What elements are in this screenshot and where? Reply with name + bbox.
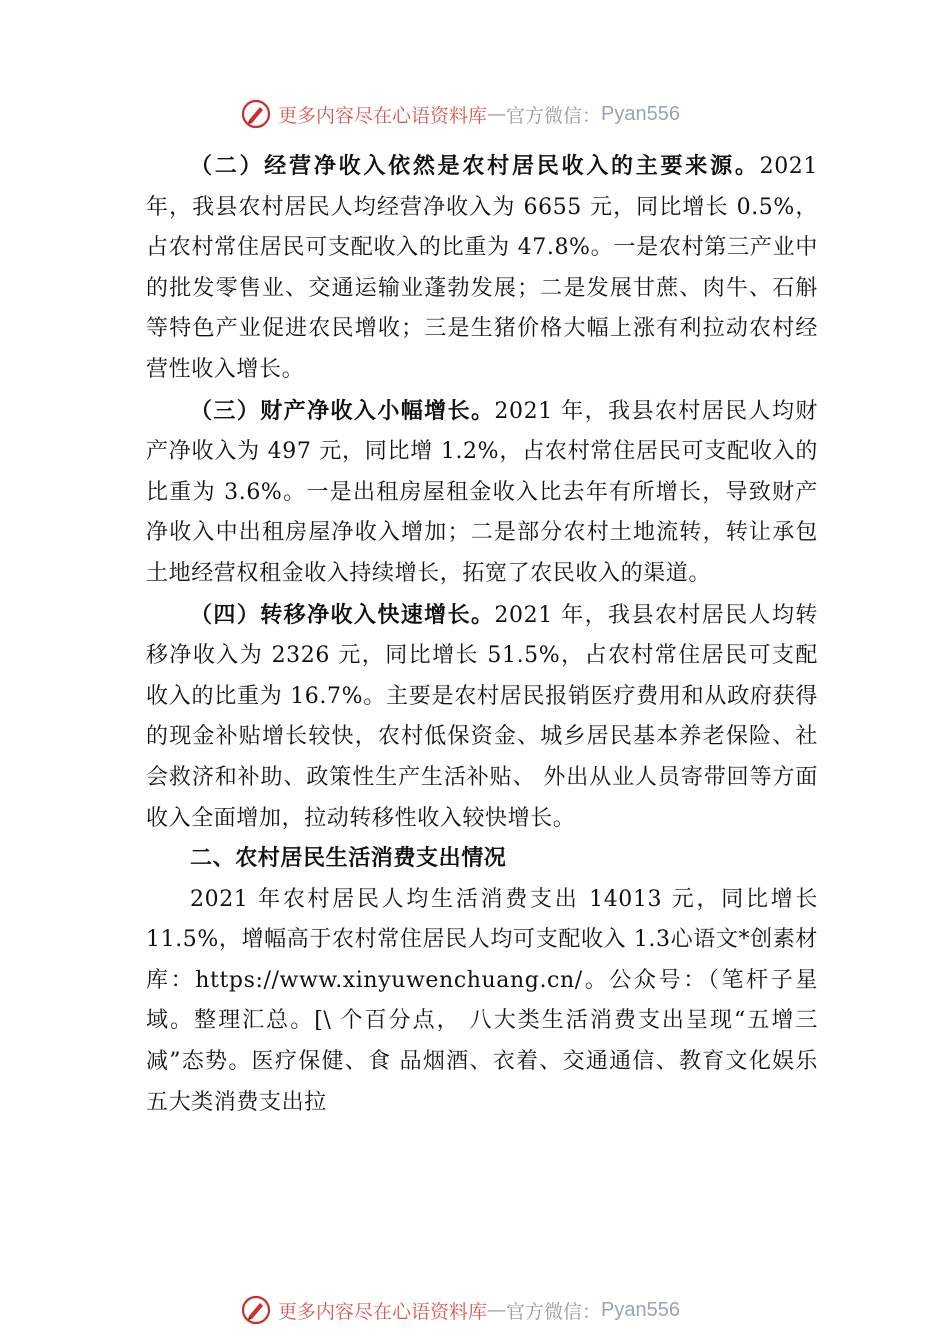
watermark-text: 更多内容尽在心语资料库 bbox=[278, 104, 488, 127]
pen-seal-icon bbox=[240, 98, 272, 130]
section-lead: （二）经营净收入依然是农村居民收入的主要来源。 bbox=[190, 153, 760, 179]
watermark-footer bbox=[240, 1292, 760, 1328]
watermark-separator: — bbox=[487, 1299, 507, 1321]
consumption-paragraph: 2021 年农村居民人均生活消费支出 14013 元，同比增长 11.5%，增幅高于农村常住居民人均可支配收入 1.3心语文*创素材库：https://www.xinyuwenchuang.cn/。公众号：（笔杆子星域。整理汇总。[\ 个百分点， 八大类生活消费支出呈现“五增三减”态势。医疗保健、食 品烟酒、衣着、交通通信、教育文化娱乐五大类消费支出拉 bbox=[146, 886, 818, 1115]
section-lead: （四）转移净收入快速增长。 bbox=[190, 601, 495, 628]
watermark-id: Pyan556 bbox=[601, 1298, 680, 1321]
section-transfer-income bbox=[146, 595, 818, 840]
section-body: 2021 年，我县农村居民人均财产净收入为 497 元，同比增 1.2%，占农村常住居民可支配收入的比重为 3.6%。一是出租房屋租金收入比去年有所增长，导致财产净收入中出租房屋净收入增加；二是部分农村土地流转，转让承包土地经营权租金收入持续增长，拓宽了农民收入的渠道。 bbox=[146, 398, 818, 586]
pen-seal-icon bbox=[240, 1294, 272, 1326]
watermark-id: Pyan556 bbox=[601, 102, 680, 125]
section-property-income bbox=[146, 391, 818, 595]
watermark-text: 更多内容尽在心语资料库 bbox=[278, 1300, 488, 1323]
watermark-label: 官方微信： bbox=[506, 1300, 602, 1323]
document-body bbox=[146, 146, 818, 1123]
section-body: 2021 年，我县农村居民人均经营净收入为 6655 元，同比增长 0.5%，占农村常住居民可支配收入的比重为 47.8%。一是农村第三产业中的批发零售业、交通运输业蓬勃发展；二是发展甘蔗、肉牛、石斛等特色产业促进农民增收；三是生猪价格大幅上涨有利拉动农村经营性收入增长。 bbox=[146, 154, 818, 382]
section-operating-income bbox=[146, 146, 818, 391]
watermark-separator: — bbox=[487, 103, 507, 125]
section-heading: 二、农村居民生活消费支出情况 bbox=[190, 846, 507, 872]
section-body: 2021 年，我县农村居民人均转移净收入为 2326 元，同比增长 51.5%，占农村常住居民可支配收入的比重为 16.7%。主要是农村居民报销医疗费用和从政府获得的现金补贴增长较快，农村低保资金、城乡居民基本养老保险、社会救济和补助、政策性生产生活补贴、 外出从业人员寄带回等方面收入全面增加，拉动转移性收入较快增长。 bbox=[146, 602, 818, 831]
watermark-header bbox=[240, 96, 760, 132]
section-lead: （三）财产净收入小幅增长。 bbox=[190, 397, 495, 424]
watermark-label: 官方微信： bbox=[506, 104, 602, 127]
